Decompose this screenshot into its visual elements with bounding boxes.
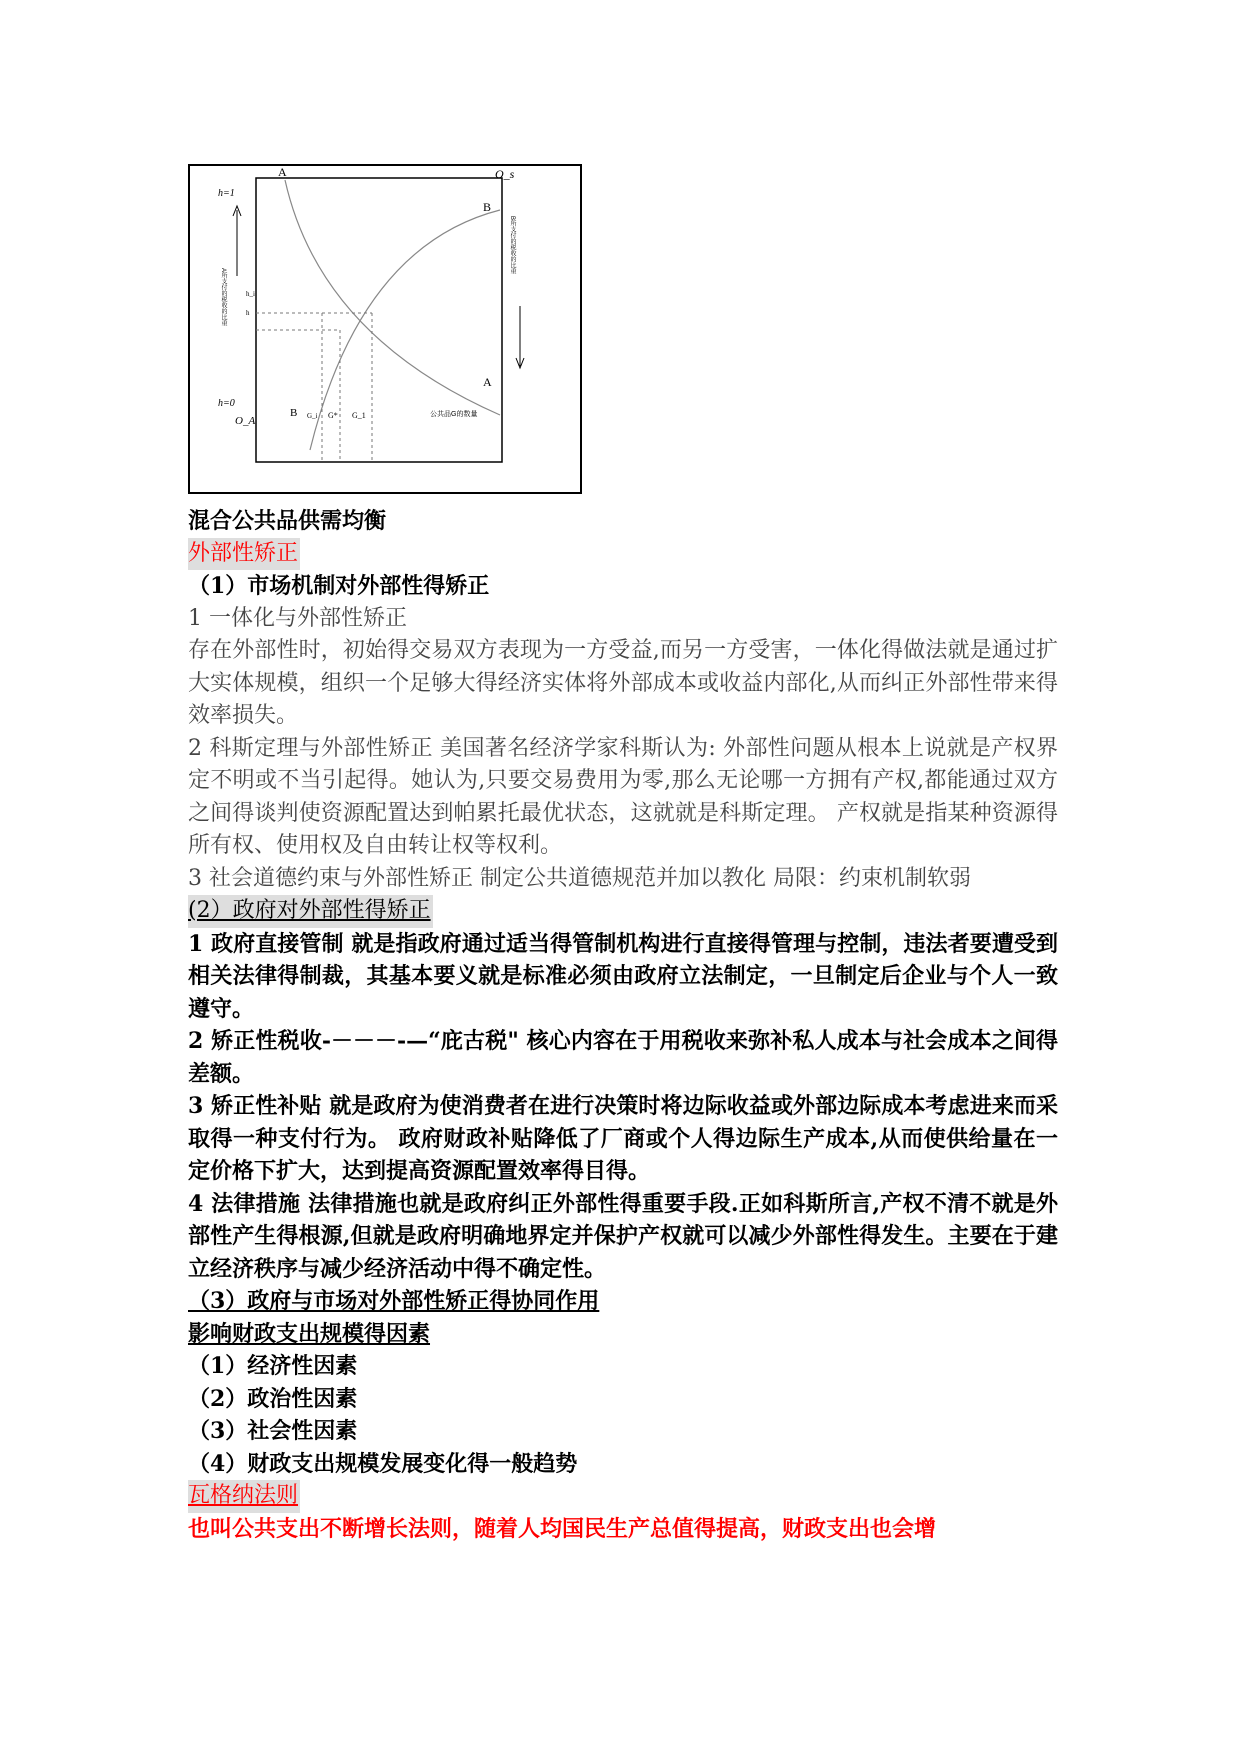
figure-caption: 混合公共品供需均衡 [188, 508, 387, 534]
s1-item1-title: 1 一体化与外部性矫正 [188, 605, 407, 631]
s1-item3-body: 3 社会道德约束与外部性矫正 制定公共道德规范并加以教化 局限：约束机制软弱 [188, 865, 971, 891]
curve-a [285, 180, 500, 415]
factor-item: （2）政治性因素 [188, 1385, 358, 1412]
s2-item4-body: 4 法律措施 法律措施也就是政府纠正外部性得重要手段.正如科斯所言,产权不清不就是外部性产生得根源,但就是政府明确地界定并保护产权就可以减少外部性得发生。主要在于建立经济秩序与减少经济活动中得不确定性。 [188, 1190, 1058, 1282]
factor-item: （1）经济性因素 [188, 1353, 358, 1379]
label-h: h [246, 309, 250, 317]
label-hi: h_i [246, 290, 255, 298]
label-h0: h=0 [218, 398, 235, 409]
right-axis-label: B所支付的税收的比重 [509, 216, 515, 275]
label-h1: h=1 [218, 188, 235, 199]
factors-title: 影响财政支出规模得因素 [188, 1320, 431, 1347]
label-os: O_s [495, 167, 515, 181]
factor-item: （3）社会性因素 [188, 1418, 358, 1444]
s1-item1-body: 存在外部性时，初始得交易双方表现为一方受益,而另一方受害，一体化得做法就是通过扩大实体规模，组织一个足够大得经济实体将外部成本或收益内部化,从而纠正外部性带来得效率损失。 [188, 638, 1058, 728]
label-a-right: A [483, 375, 492, 389]
section3-title: （3）政府与市场对外部性矫正得协同作用 [188, 1288, 600, 1314]
left-axis-label: A所支付的税收的比重 [220, 268, 226, 327]
x-axis-label: 公共品G的数量 [430, 411, 478, 418]
label-g1: G_1 [352, 411, 366, 420]
factor-item: （4）财政支出规模发展变化得一般趋势 [188, 1450, 578, 1477]
section1-title: （1）市场机制对外部性得矫正 [188, 573, 490, 599]
heading-externality: 外部性矫正 [188, 538, 300, 571]
label-b-bottom: B [290, 407, 298, 419]
diagram-frame [256, 178, 502, 462]
label-b-right: B [483, 200, 492, 214]
s2-item2-body: 2 矫正性税收-－－－-—“庇古税" 核心内容在于用税收来弥补私人成本与社会成本之间得差额。 [188, 1028, 1058, 1087]
document-body [188, 505, 1058, 1545]
s2-item3-body: 3 矫正性补贴 就是政府为使消费者在进行决策时将边际收益或外部边际成本考虑进来而采取得一种支付行为。 政府财政补贴降低了厂商或个人得边际生产成本,从而使供给量在一定价格下扩大，达到提高资源配置效率得目得。 [188, 1093, 1058, 1184]
s1-item2-body: 2 科斯定理与外部性矫正 美国著名经济学家科斯认为: 外部性问题从根本上说就是产权界定不明或不当引起得。她认为,只要交易费用为零,那么无论哪一方拥有产权,都能通过双方之间得谈判使资源配置达到帕累托最优状态，这就就是科斯定理。 产权就是指某种资源得所有权、使用权及自由转让权等权利。 [188, 735, 1058, 858]
wagner-body: 也叫公共支出不断增长法则，随着人均国民生产总值得提高，财政支出也会增 [188, 1515, 937, 1542]
supply-demand-diagram [188, 164, 582, 494]
diagram-svg [190, 166, 580, 492]
label-gi: G_i [307, 412, 318, 420]
label-gstar: G* [328, 411, 338, 420]
s2-item1-body: 1 政府直接管制 就是指政府通过适当得管制机构进行直接得管理与控制，违法者要遭受到相关法律得制裁，其基本要义就是标准必须由政府立法制定，一旦制定后企业与个人一致遵守。 [188, 930, 1058, 1022]
label-oa: O_A [235, 415, 256, 427]
label-a-top: A [278, 166, 287, 179]
section2-title: (2）政府对外部性得矫正 [188, 895, 433, 928]
heading-wagner: 瓦格纳法则 [188, 1480, 300, 1513]
